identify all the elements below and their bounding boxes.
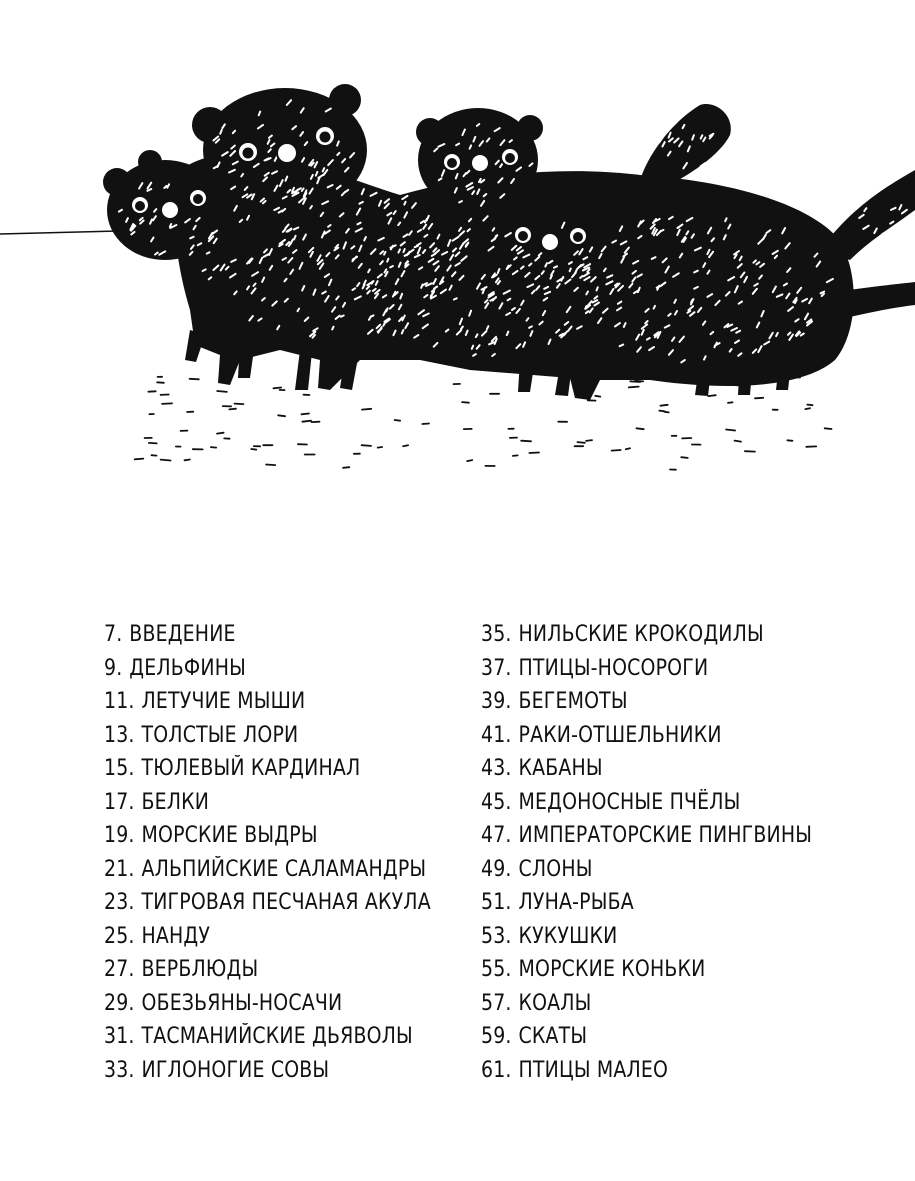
toc-entry[interactable]	[481, 987, 812, 1021]
nose	[161, 201, 179, 219]
toc-title: ЛЕТУЧИЕ МЫШИ	[141, 689, 306, 714]
toc-separator: .	[128, 789, 135, 815]
toc-entry[interactable]	[481, 719, 812, 753]
toc-page-number: 7	[104, 622, 117, 647]
toc-separator: .	[128, 823, 135, 848]
toc-separator: .	[128, 990, 135, 1016]
toc-page-number: 23	[104, 890, 129, 915]
toc-entry[interactable]	[481, 953, 812, 987]
toc-separator: .	[128, 957, 135, 982]
toc-title: СКАТЫ	[518, 1024, 588, 1049]
toc-separator: .	[128, 756, 135, 781]
toc-title: КУКУШКИ	[518, 923, 618, 949]
toc-entry[interactable]	[481, 886, 812, 920]
animal-family-illustration	[0, 60, 915, 490]
toc-entry[interactable]	[104, 886, 431, 920]
toc-separator: .	[505, 756, 512, 781]
toc-title: БЕЛКИ	[141, 789, 210, 815]
toc-title: ТОЛСТЫЕ ЛОРИ	[141, 722, 299, 748]
toc-left-column	[104, 618, 484, 1087]
toc-entry[interactable]	[104, 987, 431, 1021]
toc-title: ТАСМАНИЙСКИЕ ДЬЯВОЛЫ	[141, 1024, 413, 1049]
toc-entry[interactable]	[481, 786, 812, 820]
toc-separator: .	[505, 923, 512, 949]
toc-page-number: 53	[481, 923, 506, 949]
toc-separator: .	[505, 622, 512, 647]
toc-title: ОБЕЗЬЯНЫ-НОСАЧИ	[141, 990, 343, 1016]
ear-left-2	[138, 150, 162, 174]
toc-separator: .	[505, 689, 512, 714]
toc-separator: .	[505, 823, 512, 848]
toc-entry[interactable]	[481, 853, 812, 887]
toc-title: КОАЛЫ	[518, 990, 592, 1016]
toc-entry[interactable]	[104, 1020, 431, 1054]
toc-title: ЛУНА-РЫБА	[518, 890, 634, 915]
toc-entry[interactable]	[104, 920, 431, 954]
toc-entry[interactable]	[104, 719, 431, 753]
ear-mid-1	[493, 198, 517, 222]
toc-entry[interactable]	[104, 652, 431, 686]
toc-page-number: 21	[104, 856, 129, 882]
toc-page-number: 35	[481, 622, 506, 647]
toc-separator: .	[505, 990, 512, 1016]
toc-entry[interactable]	[104, 618, 431, 652]
toc-title: ВВЕДЕНИЕ	[129, 622, 236, 647]
upper-tail-shape	[640, 104, 731, 190]
toc-entry[interactable]	[481, 1054, 812, 1088]
ground-dashes	[135, 377, 832, 470]
toc-title: МЕДОНОСНЫЕ ПЧЁЛЫ	[518, 789, 741, 815]
toc-separator: .	[128, 856, 135, 882]
ear-big-2	[329, 84, 361, 116]
toc-title: ВЕРБЛЮДЫ	[141, 957, 259, 982]
toc-title: КАБАНЫ	[518, 756, 603, 781]
toc-page-number: 45	[481, 789, 506, 815]
toc-title: ИМПЕРАТОРСКИЕ ПИНГВИНЫ	[518, 823, 813, 848]
toc-title: ПТИЦЫ-НОСОРОГИ	[518, 655, 709, 681]
toc-separator: .	[505, 957, 512, 982]
toc-page-number: 15	[104, 756, 129, 781]
toc-page-number: 59	[481, 1024, 506, 1049]
toc-separator: .	[505, 1057, 512, 1083]
toc-entry[interactable]	[104, 953, 431, 987]
toc-separator: .	[128, 1057, 135, 1083]
toc-page-number: 13	[104, 722, 129, 748]
toc-title: НИЛЬСКИЕ КРОКОДИЛЫ	[518, 622, 764, 647]
toc-title: ТИГРОВАЯ ПЕСЧАНАЯ АКУЛА	[141, 890, 431, 915]
toc-entry[interactable]	[481, 920, 812, 954]
toc-page-number: 27	[104, 957, 129, 982]
ear-mid-2	[583, 196, 607, 220]
toc-entry[interactable]	[104, 685, 431, 719]
toc-entry[interactable]	[104, 1054, 431, 1088]
toc-entry[interactable]	[481, 685, 812, 719]
toc-right-column	[481, 618, 866, 1087]
toc-page-number: 43	[481, 756, 506, 781]
toc-separator: .	[505, 722, 512, 748]
toc-page-number: 11	[104, 689, 129, 714]
toc-entry[interactable]	[481, 1020, 812, 1054]
toc-separator: .	[505, 890, 512, 915]
toc-title: ТЮЛЕВЫЙ КАРДИНАЛ	[141, 756, 361, 781]
toc-entry[interactable]	[481, 618, 812, 652]
toc-separator: .	[128, 689, 135, 714]
toc-title: НАНДУ	[141, 923, 211, 949]
toc-entry[interactable]	[104, 819, 431, 853]
toc-page-number: 31	[104, 1024, 129, 1049]
toc-page-number: 57	[481, 990, 506, 1016]
toc-title: ИГЛОНОГИЕ СОВЫ	[141, 1057, 330, 1083]
ear-top-2	[517, 115, 543, 141]
toc-page-number: 25	[104, 923, 129, 949]
toc-entry[interactable]	[481, 752, 812, 786]
toc-title: ПТИЦЫ МАЛЕО	[518, 1057, 669, 1083]
toc-separator: .	[128, 722, 135, 748]
toc-separator: .	[505, 856, 512, 882]
toc-page-number: 39	[481, 689, 506, 714]
toc-page-number: 47	[481, 823, 506, 848]
toc-page-number: 33	[104, 1057, 129, 1083]
nose	[541, 233, 559, 251]
toc-page-number: 61	[481, 1057, 506, 1083]
toc-page-number: 19	[104, 823, 129, 848]
toc-page-number: 17	[104, 789, 129, 815]
nose	[471, 154, 489, 172]
toc-separator: .	[128, 923, 135, 949]
toc-page-number: 55	[481, 957, 506, 982]
nose	[277, 143, 297, 163]
toc-title: РАКИ-ОТШЕЛЬНИКИ	[518, 722, 722, 748]
ear-big-1	[192, 107, 228, 143]
toc-page-number: 9	[104, 655, 117, 681]
toc-separator: .	[128, 890, 135, 915]
toc-separator: .	[505, 655, 512, 681]
toc-entry[interactable]	[104, 786, 431, 820]
toc-title: ДЕЛЬФИНЫ	[129, 655, 246, 681]
toc-separator: .	[505, 789, 512, 815]
toc-entry[interactable]	[481, 819, 812, 853]
toc-title: БЕГЕМОТЫ	[518, 689, 628, 714]
toc-title: МОРСКИЕ КОНЬКИ	[518, 957, 706, 982]
toc-title: МОРСКИЕ ВЫДРЫ	[141, 823, 318, 848]
ear-top-1	[416, 118, 444, 146]
toc-page-number: 51	[481, 890, 506, 915]
ear-left-1	[103, 168, 131, 196]
toc-separator: .	[116, 655, 123, 681]
toc-entry[interactable]	[104, 853, 431, 887]
toc-entry[interactable]	[104, 752, 431, 786]
toc-title: АЛЬПИЙСКИЕ САЛАМАНДРЫ	[141, 856, 427, 882]
toc-page-number: 37	[481, 655, 506, 681]
toc-page-number: 41	[481, 722, 506, 748]
toc-title: СЛОНЫ	[518, 856, 593, 882]
toc-separator: .	[116, 622, 123, 647]
toc-separator: .	[505, 1024, 512, 1049]
toc-separator: .	[128, 1024, 135, 1049]
toc-page-number: 49	[481, 856, 506, 882]
toc-entry[interactable]	[481, 652, 812, 686]
toc-page-number: 29	[104, 990, 129, 1016]
